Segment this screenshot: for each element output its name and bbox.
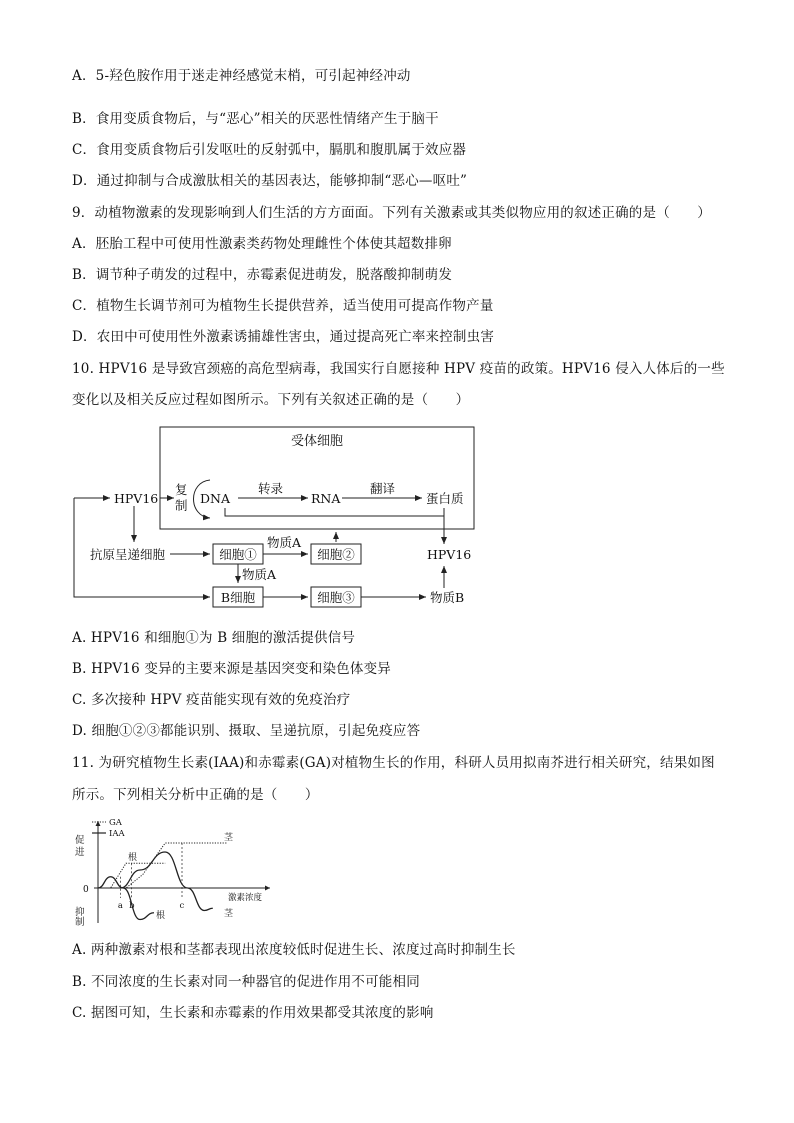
q9-option-b: B．调节种子萌发的过程中，赤霉素促进萌发，脱落酸抑制萌发 — [72, 267, 453, 283]
q8-option-b: B．食用变质食物后，与“恶心”相关的厌恶性情绪产生于脑干 — [72, 111, 439, 127]
q11-option-b: B. 不同浓度的生长素对同一种器官的促进作用不可能相同 — [72, 974, 420, 990]
y-label-promote-1: 促 — [75, 835, 85, 846]
translation-label: 翻译 — [370, 481, 396, 496]
q11-option-a: A. 两种激素对根和茎都表现出浓度较低时促进生长、浓度过高时抑制生长 — [72, 942, 516, 958]
q10-option-a: A. HPV16 和细胞①为 B 细胞的激活提供信号 — [72, 630, 356, 646]
hormone-concentration-chart — [70, 815, 280, 927]
q11-stem-line1: 11. 为研究植物生长素(IAA)和赤霉素(GA)对植物生长的作用，科研人员用拟南芥进行相关研究，结果如图 — [72, 755, 715, 771]
q10-stem-line1: 10. HPV16 是导致宫颈癌的高危型病毒，我国实行自愿接种 HPV 疫苗的政策。HPV16 侵入人体后的一些 — [72, 361, 725, 377]
cell1-label: 细胞① — [219, 547, 257, 562]
q10-option-d: D. 细胞①②③都能识别、摄取、呈递抗原，引起免疫应答 — [72, 723, 421, 739]
q8-option-d: D．通过抑制与合成激肽相关的基因表达，能够抑制“恶心—呕吐” — [72, 173, 468, 189]
substance-a-label-2: 物质A — [242, 567, 277, 582]
replicate-label-1: 复 — [175, 482, 188, 497]
legend-ga-label: GA — [109, 818, 122, 828]
q9-option-a: A．胚胎工程中可使用性激素类药物处理雌性个体使其超数排卵 — [72, 236, 452, 252]
dna-to-assembly-line — [225, 508, 444, 516]
apc-label: 抗原呈递细胞 — [90, 547, 166, 562]
hpv16-input-label: HPV16 — [114, 491, 159, 506]
legend-iaa-label: IAA — [109, 829, 125, 839]
cell2-label: 细胞② — [317, 547, 355, 562]
rna-label: RNA — [311, 491, 341, 506]
q9-option-c: C．植物生长调节剂可为植物生长提供营养，适当使用可提高作物产量 — [72, 298, 494, 314]
q10-option-b: B. HPV16 变异的主要来源是基因突变和染色体变异 — [72, 661, 391, 677]
x-tick-label-b: b — [129, 901, 135, 911]
q9-stem: 9．动植物激素的发现影响到人们生活的方方面面。下列有关激素或其类似物应用的叙述正确的是（ ） — [72, 205, 711, 221]
chart-legend — [92, 818, 125, 839]
hpv16-output-label: HPV16 — [427, 547, 472, 562]
q8-option-c: C．食用变质食物后引发呕吐的反射弧中，膈肌和腹肌属于效应器 — [72, 142, 467, 158]
curve-label-root-iaa: 根 — [156, 911, 166, 921]
bcell-label: B细胞 — [220, 590, 256, 605]
substance-b-label: 物质B — [430, 590, 465, 605]
curve-label-root-ga: 根 — [128, 853, 138, 863]
q9-option-d: D．农田中可使用性外激素诱捕雄性害虫，通过提高死亡率来控制虫害 — [72, 329, 495, 345]
y-label-inhibit-2: 制 — [75, 917, 85, 927]
hpv16-immune-diagram — [70, 420, 490, 612]
q8-option-a: A．5-羟色胺作用于迷走神经感觉末梢，可引起神经冲动 — [72, 68, 411, 84]
q10-option-c: C. 多次接种 HPV 疫苗能实现有效的免疫治疗 — [72, 692, 351, 708]
origin-label: 0 — [83, 885, 89, 895]
series-iaa-root-line — [98, 877, 154, 920]
series-ga-stem-line — [98, 843, 227, 888]
q11-option-c: C. 据图可知，生长素和赤霉素的作用效果都受其浓度的影响 — [72, 1005, 434, 1021]
curve-label-stem-iaa: 茎 — [224, 909, 234, 919]
q11-stem-line2: 所示。下列相关分析中正确的是（ ） — [72, 787, 319, 803]
receptor-cell-label: 受体细胞 — [290, 434, 344, 449]
substance-a-label-1: 物质A — [267, 535, 302, 550]
x-axis-label: 激素浓度 — [228, 893, 263, 903]
x-tick-label-c: c — [179, 901, 185, 911]
transcription-label: 转录 — [258, 481, 284, 496]
replicate-label-2: 制 — [175, 498, 188, 513]
curve-label-stem-ga: 茎 — [224, 833, 234, 843]
q10-stem-line2: 变化以及相关反应过程如图所示。下列有关叙述正确的是（ ） — [72, 392, 470, 408]
y-label-promote-2: 进 — [75, 847, 85, 858]
dna-label: DNA — [200, 491, 230, 506]
x-tick-label-a: a — [117, 901, 123, 911]
protein-label: 蛋白质 — [426, 491, 464, 506]
cell3-label: 细胞③ — [317, 590, 355, 605]
y-label-inhibit-1: 抑 — [75, 907, 85, 918]
